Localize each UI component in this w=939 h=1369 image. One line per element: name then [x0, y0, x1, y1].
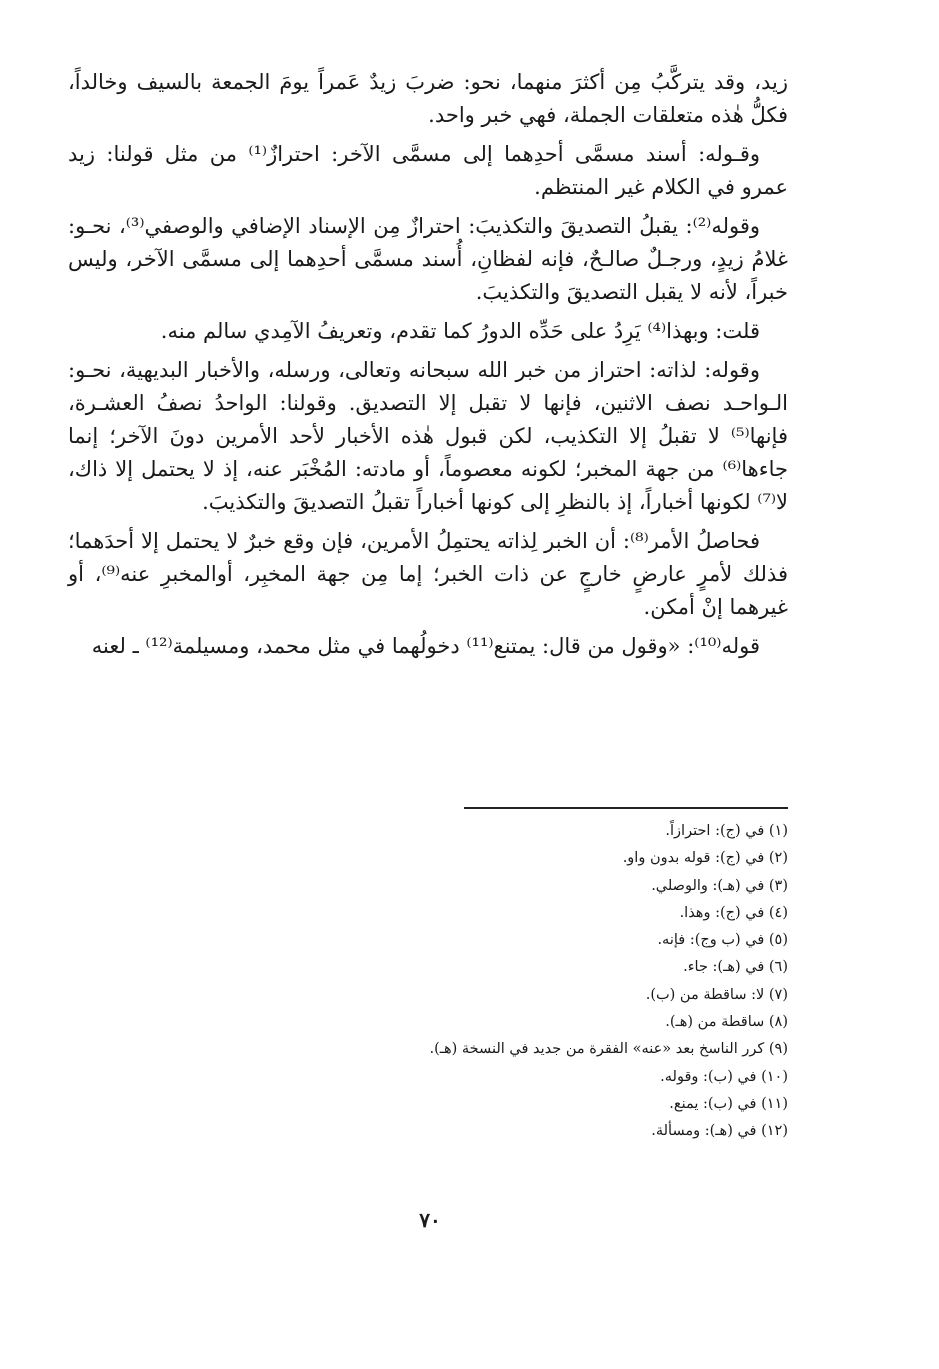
- page-body: [68, 66, 788, 669]
- main-text: [68, 66, 788, 663]
- footnote: (٨) ساقطة من (هـ).: [665, 1014, 788, 1031]
- footnote: (٧) لا: ساقطة من (ب).: [645, 986, 788, 1003]
- footnote: (١٢) في (هـ): ومسألة.: [651, 1123, 788, 1140]
- paragraph: قلت: وبهذا⁽⁴⁾ يَرِدُ على حَدِّه الدورُ كما تقدم، وتعريفُ الآمِدي سالم منه.: [160, 319, 760, 343]
- paragraph: وقوله: لذاته: احتراز من خبر الله سبحانه وتعالى، ورسله، والأخبار البديهية، نحـو: الـواحـد نصف الاثنين، فإنها لا تقبل إلا التصديق. وقولنا: الواحدُ نصفُ العشـرة، فإنها⁽⁵⁾ لا تقبلُ إلا التكذيب، لكن قبول هٰذه الأخبار لأحد الأمرين دونَ الآخر؛ إنما جاءها⁽⁶⁾ من جهة المخبر؛ لكونه معصوماً، أو مادته: المُخْبَر عنه، إذ لا يحتمل إلا ذاك، لا⁽⁷⁾ لكونها أخباراً، إذ بالنظرِ إلى كونها أخباراً تقبلُ التصديقَ والتكذيبَ.: [68, 358, 788, 514]
- footnote: (١١) في (ب): يمنع.: [669, 1095, 788, 1112]
- footnotes-list: [300, 818, 788, 1146]
- footnote: (٥) في (ب وج): فإنه.: [657, 932, 788, 949]
- footnote: (٤) في (ج): وهذا.: [679, 904, 788, 921]
- footnote: (٢) في (ج): قوله بدون واو.: [622, 850, 788, 867]
- footnote: (٣) في (هـ): والوصلي.: [651, 877, 788, 894]
- footnote: (٩) كرر الناسخ بعد «عنه» الفقرة من جديد في النسخة (هـ).: [429, 1041, 788, 1058]
- footnote: (١٠) في (ب): وقوله.: [660, 1068, 788, 1085]
- paragraph: قوله⁽¹⁰⁾: «وقول من قال: يمتنع⁽¹¹⁾ دخولُهما في مثل محمد، ومسيلمة⁽¹²⁾ ـ لعنه: [91, 634, 760, 658]
- footnote: (١) في (ج): احترازاً.: [665, 823, 788, 839]
- paragraph: زيد، وقد يتركَّبُ مِن أكثرَ منهما، نحو: ضربَ زيدٌ عَمراً يومَ الجمعة بالسيف وخالداً، فكلُّ هٰذه متعلقات الجملة، فهي خبر واحد.: [68, 70, 788, 127]
- footnote: (٦) في (هـ): جاء.: [683, 959, 788, 976]
- page-number: ٧٠: [419, 1208, 441, 1232]
- paragraph: وقوله⁽²⁾: يقبلُ التصديقَ والتكذيبَ: احترازٌ مِن الإسناد الإضافي والوصفي⁽³⁾، نحـو: غلامُ زيدٍ، ورجـلٌ صالـحٌ، فإنه لفظانِ، أُسند مسمَّى أحدِهما إلى مسمَّى الآخر، وليس خبراً، لأنه لا يقبل التصديقَ والتكذيبَ.: [68, 214, 788, 304]
- footnote-separator: [464, 807, 788, 809]
- paragraph: وقـوله: أسند مسمَّى أحدِهما إلى مسمَّى الآخر: احترازٌ⁽¹⁾ من مثل قولنا: زيد عمرو في الكلام غير المنتظم.: [68, 142, 788, 199]
- paragraph: فحاصلُ الأمر⁽⁸⁾: أن الخبر لِذاته يحتمِلُ الأمرين، فإن وقع خبرٌ لا يحتمل إلا أحدَهما؛ فذلك لأمرٍ عارضٍ خارجٍ عن ذات الخبر؛ إما مِن جهة المخبِر، أوالمخبرِ عنه⁽⁹⁾، أو غيرهما إنْ أمكن.: [68, 529, 788, 619]
